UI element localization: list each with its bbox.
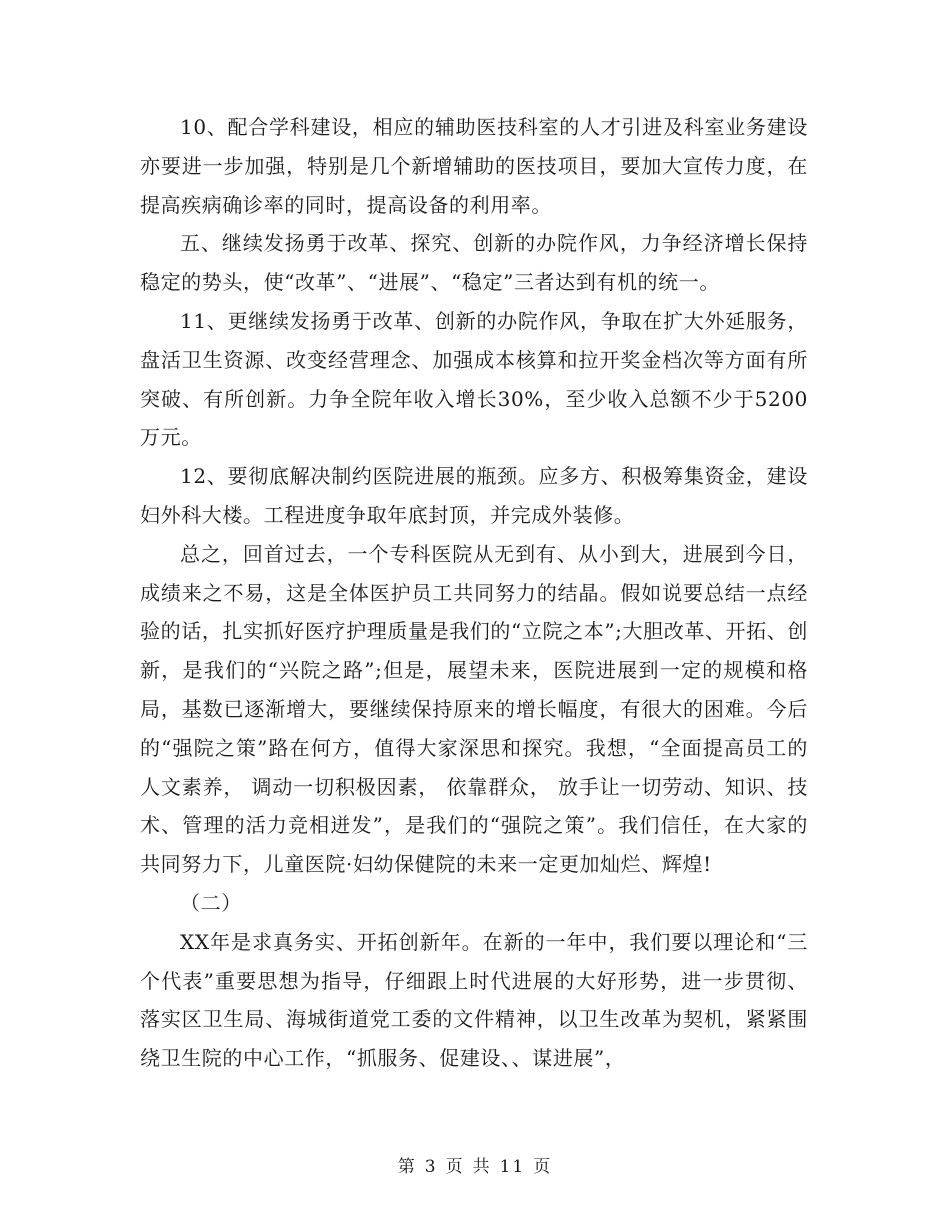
total-label: 共 <box>472 1157 492 1177</box>
page-footer <box>0 1152 950 1177</box>
current-page-number: 3 <box>424 1157 438 1177</box>
paragraph-item-11: 11、更继续发扬勇于改革、创新的办院作风，争取在扩大外延服务，盘活卫生资源、改变经营理念、加强成本核算和拉开奖金档次等方面有所突破、有所创新。力争全院年收入增长30%，至少收入总额不少于5200万元。 <box>140 308 808 450</box>
document-body <box>140 108 808 1078</box>
paragraph-new-year: XX年是求真务实、开拓创新年。在新的一年中，我们要以理论和“三个代表”重要思想为指导，仔细跟上时代进展的大好形势，进一步贯彻、落实区卫生局、海城街道党工委的文件精神，以卫生改革为契机，紧紧围绕卫生院的中心工作，“抓服务、促建设、、谋进展”， <box>140 929 808 1071</box>
total-page-count: 11 <box>499 1157 526 1177</box>
section-heading-two: （二） <box>180 890 242 915</box>
page-label-prefix: 第 <box>397 1157 417 1177</box>
paragraph-section-five: 五、继续发扬勇于改革、探究、创新的办院作风，力争经济增长保持稳定的势头，使“改革”、“进展”、“稳定”三者达到有机的统一。 <box>140 231 808 295</box>
page-label-suffix: 页 <box>533 1157 553 1177</box>
page-label-mid: 页 <box>445 1157 465 1177</box>
paragraph-item-12: 12、要彻底解决制约医院进展的瓶颈。应多方、积极筹集资金，建设妇外科大楼。工程进度争取年底封顶，并完成外装修。 <box>140 464 808 527</box>
paragraph-summary: 总之，回首过去，一个专科医院从无到有、从小到大，进展到今日，成绩来之不易，这是全体医护员工共同努力的结晶。假如说要总结一点经验的话，扎实抓好医疗护理质量是我们的“立院之本”;大胆改革、开拓、创新，是我们的“兴院之路”;但是，展望未来，医院进展到一定的规模和格局，基数已逐渐增大，要继续保持原来的增长幅度，有很大的困难。今后的“强院之策”路在何方，值得大家深思和探究。我想，“全面提高员工的人文素养， 调动一切积极因素， 依靠群众， 放手让一切劳动、知识、技术、管理的活力竞相迸发”，是我们的“强院之策”。我们信任，在大家的共同努力下，儿童医院·妇幼保健院的未来一定更加灿烂、辉煌! <box>140 541 808 877</box>
paragraph-item-10: 10、配合学科建设，相应的辅助医技科室的人才引进及科室业务建设亦要进一步加强，特别是几个新增辅助的医技项目，要加大宣传力度，在提高疾病确诊率的同时，提高设备的利用率。 <box>140 115 808 217</box>
